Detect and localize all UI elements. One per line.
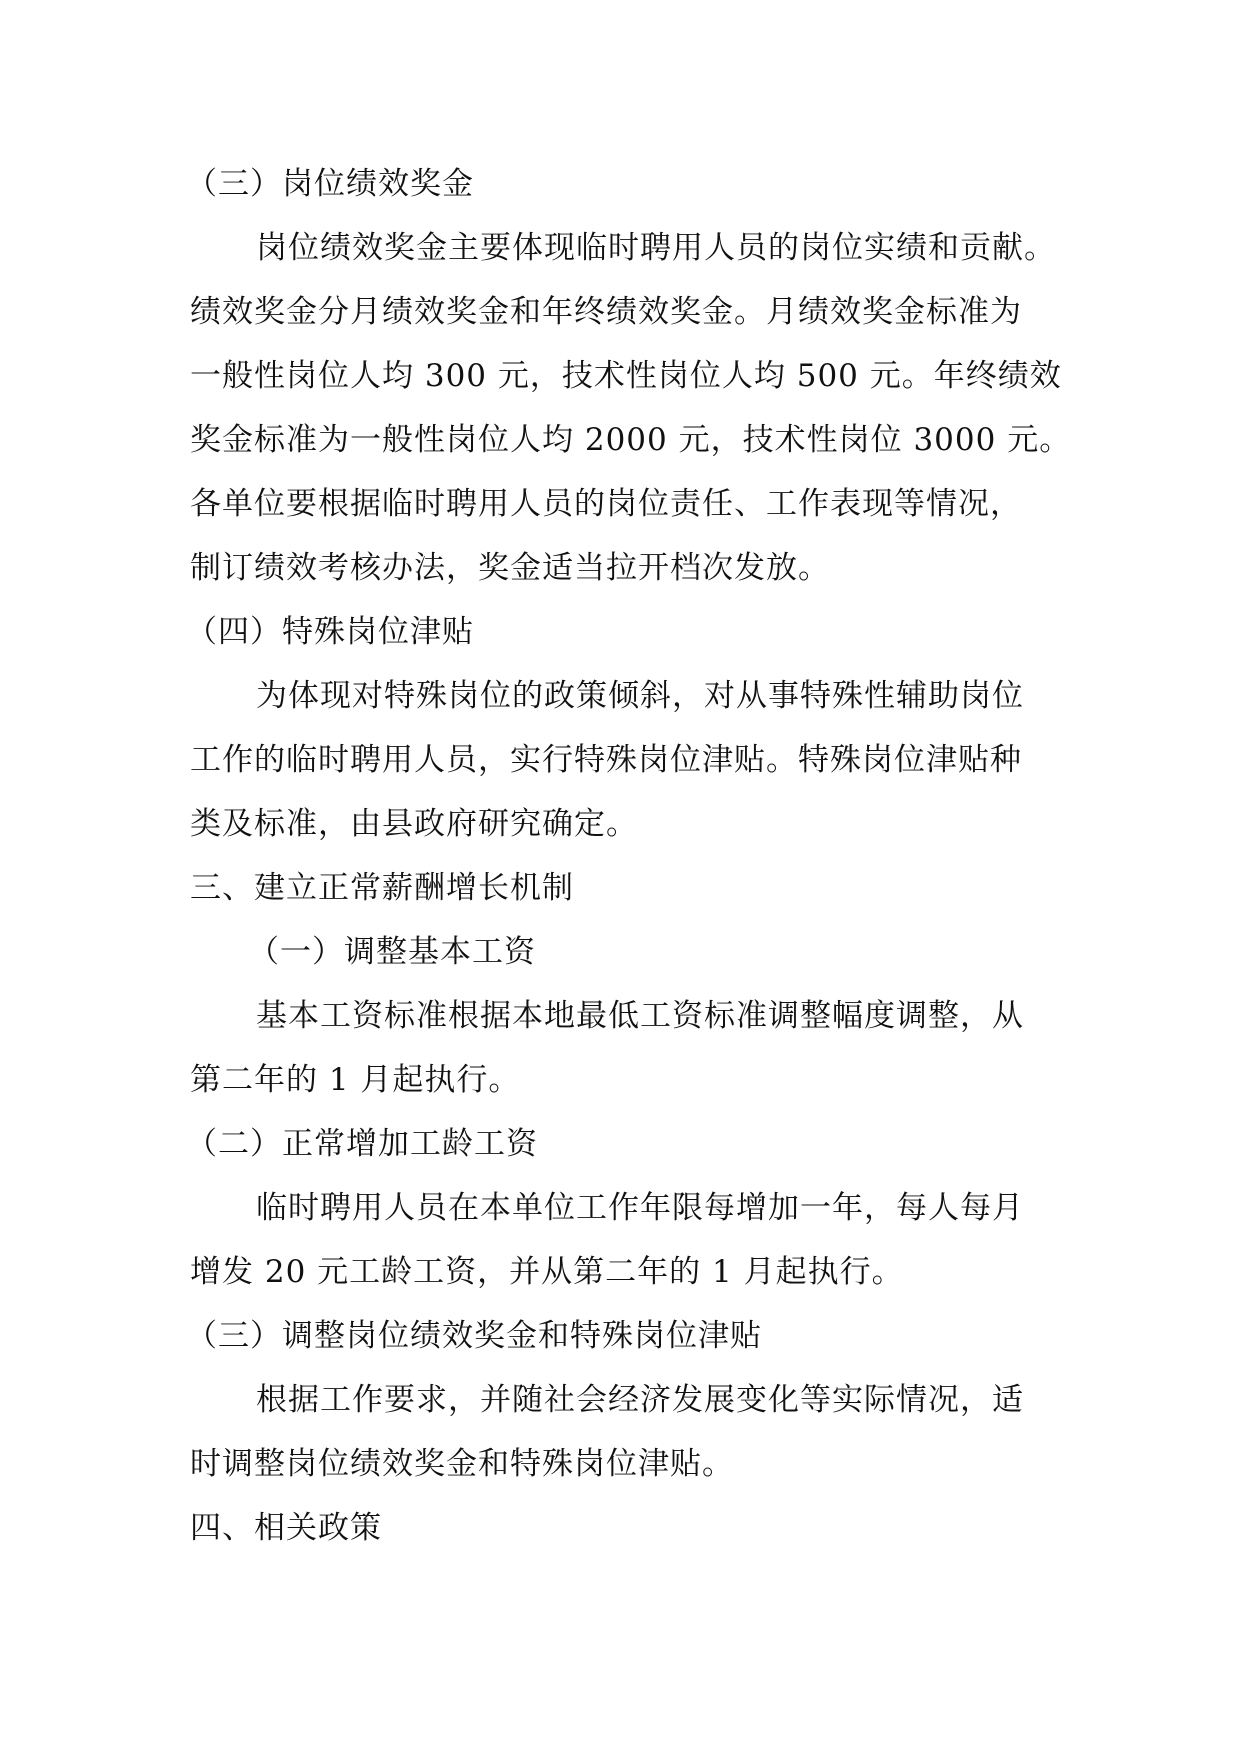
section-heading: 三、建立正常薪酬增长机制 [190,870,574,906]
paragraph-line: 增发 20 元工龄工资，并从第二年的 1 月起执行。 [190,1254,904,1290]
paragraph-line: 制订绩效考核办法，奖金适当拉开档次发放。 [190,550,830,586]
section-heading: 四、相关政策 [190,1510,382,1546]
paragraph-line: 岗位绩效奖金主要体现临时聘用人员的岗位实绩和贡献。 [256,230,1056,266]
paragraph-line: 一般性岗位人均 300 元，技术性岗位人均 500 元。年终绩效 [190,358,1062,394]
subsection-heading: （三）调整岗位绩效奖金和特殊岗位津贴 [186,1318,762,1354]
paragraph-line: 奖金标准为一般性岗位人均 2000 元，技术性岗位 3000 元。 [190,422,1072,458]
paragraph-line: 各单位要根据临时聘用人员的岗位责任、工作表现等情况， [190,486,1022,522]
paragraph-line: 类及标准，由县政府研究确定。 [190,806,638,842]
subsection-heading: （四）特殊岗位津贴 [186,614,474,650]
paragraph-line: 绩效奖金分月绩效奖金和年终绩效奖金。月绩效奖金标准为 [190,294,1022,330]
paragraph-line: 基本工资标准根据本地最低工资标准调整幅度调整，从 [256,998,1024,1034]
subsection-heading: （三）岗位绩效奖金 [186,166,474,202]
paragraph-line: 根据工作要求，并随社会经济发展变化等实际情况，适 [256,1382,1024,1418]
paragraph-line: 时调整岗位绩效奖金和特殊岗位津贴。 [190,1446,734,1482]
paragraph-line: 为体现对特殊岗位的政策倾斜，对从事特殊性辅助岗位 [256,678,1024,714]
paragraph-line: 工作的临时聘用人员，实行特殊岗位津贴。特殊岗位津贴种 [190,742,1022,778]
paragraph-line: 第二年的 1 月起执行。 [190,1062,521,1098]
paragraph-line: 临时聘用人员在本单位工作年限每增加一年，每人每月 [256,1190,1024,1226]
subsection-heading: （一）调整基本工资 [248,934,536,970]
subsection-heading: （二）正常增加工龄工资 [186,1126,538,1162]
